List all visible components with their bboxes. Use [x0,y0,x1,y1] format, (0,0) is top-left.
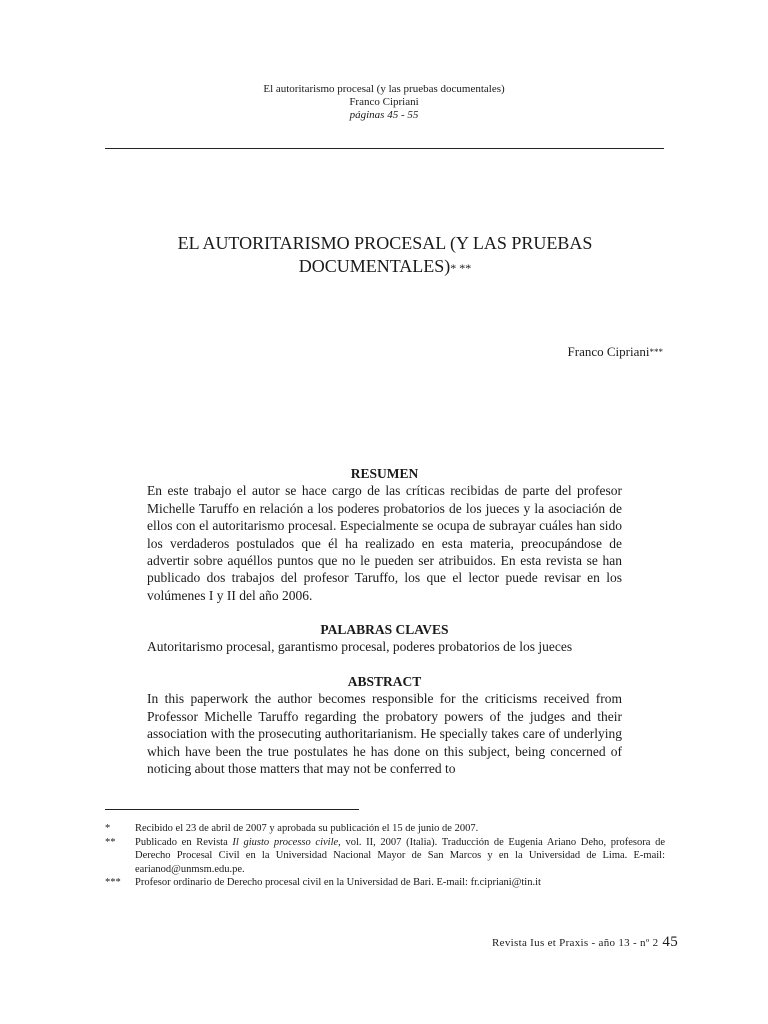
header-divider [105,148,664,149]
abstract-text: In this paperwork the author becomes responsible for the criticisms received from Professor Michelle Taruffo regarding the probatory powers of the judges and their association with the prosecuting authoritarianism. He specially takes care of underlying which have been the true postulates he has done on this subject, being concerned of noticing about those matters that may not be conferred to [147,691,622,777]
running-head-author: Franco Cipriani [349,96,419,108]
article-author [568,344,663,360]
abstract-section [147,673,622,781]
keywords-heading: PALABRAS CLAVES [320,622,449,637]
footnote-1 [105,822,665,836]
footnote-1-mark: * [105,823,111,834]
keywords-section [147,621,622,656]
running-head-pages: páginas 45 - 55 [349,109,419,121]
resumen-section [147,465,622,604]
article-title-line-2-text: DOCUMENTALES) [298,256,451,276]
footnote-2-post: , vol. II, 2007 (Italia). Traducción de Eugenia Ariano Deho, profesora de Derecho Procesal Civil en la Universidad Nacional Mayor de San Marcos y en la Universidad de Lima. E-mail: earianod@unmsm.edu.pe. [135,836,665,875]
footnote-2-mark: ** [105,836,116,848]
article-title [140,232,630,280]
abstract-heading: ABSTRACT [347,674,422,689]
footnote-2 [105,836,665,877]
article-title-line-2 [140,255,630,280]
footnote-2-journal: Il giusto processo civile [232,836,339,848]
footnote-2-pre: Publicado en Revista [135,836,233,848]
footnote-2-text [135,836,665,877]
page-number: 45 [662,934,678,950]
keywords-text: Autoritarismo procesal, garantismo procesal, poderes probatorios de los jueces [147,639,573,655]
footnotes [105,822,665,890]
footnote-1-text: Recibido el 23 de abril de 2007 y aprobada su publicación el 15 de junio de 2007. [135,823,479,834]
footnote-3 [105,876,665,890]
author-footnote-mark: *** [649,347,663,357]
title-footnote-marks: * ** [450,261,472,275]
author-name: Franco Cipriani [567,344,650,359]
resumen-text: En este trabajo el autor se hace cargo de las críticas recibidas de parte del profesor Michelle Taruffo en relación a los poderes probatorios de los jueces y la asociación de ellos con el autoritarismo procesal. Especialmente se ocupa de subrayar cuáles han sido los verdaderos postulados que él ha realizado en esta materia, preocupándose de advertir sobre aquéllos puntos que no le pueden ser atribuidos. En esta revista se han publicado dos trabajos del profesor Taruffo, los que el lector puede revisar en los volúmenes I y II del año 2006. [147,483,622,603]
footnote-divider [105,809,359,810]
page-footer [492,934,678,951]
footnote-3-text: Profesor ordinario de Derecho procesal civil en la Universidad de Bari. E-mail: fr.cipriani@tin.it [135,877,541,888]
running-head [0,83,768,122]
resumen-heading: RESUMEN [350,466,419,481]
footer-journal: Revista Ius et Praxis - año 13 - nº 2 [492,937,659,949]
footnote-3-mark: *** [105,877,121,888]
running-head-title: El autoritarismo procesal (y las pruebas documentales) [263,83,505,95]
article-title-line-1: EL AUTORITARISMO PROCESAL (Y LAS PRUEBAS [177,233,593,253]
